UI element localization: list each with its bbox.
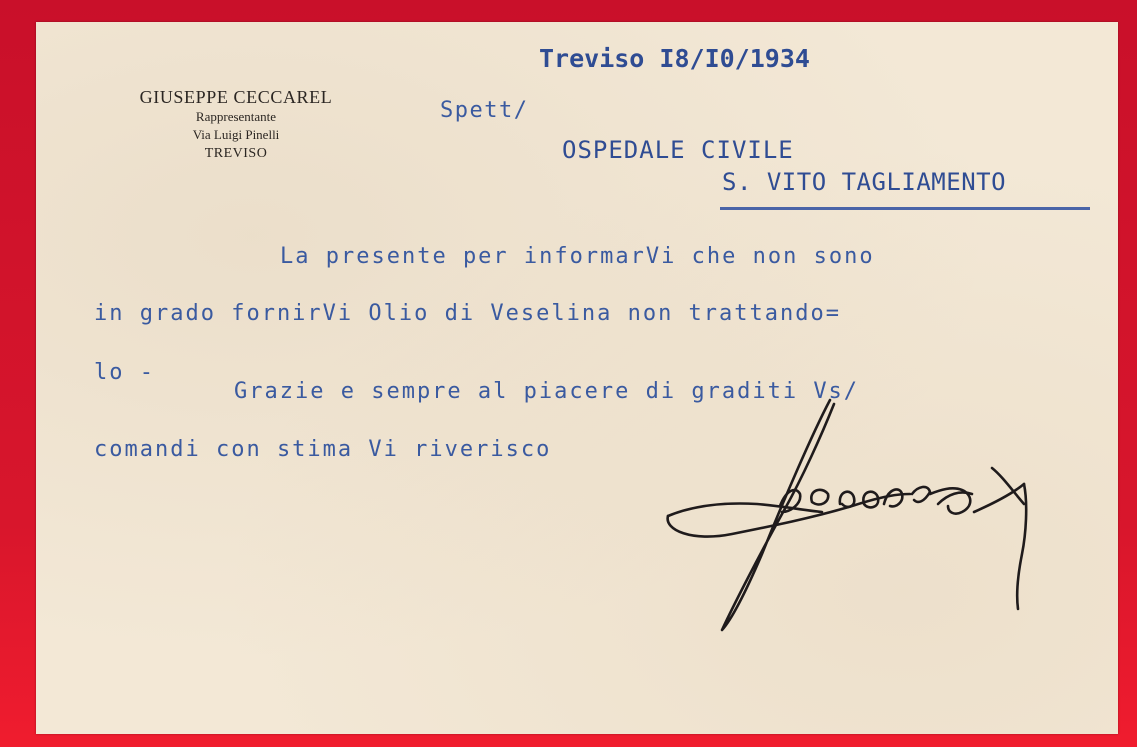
body-line-5: comandi con stima Vi riverisco [94,437,552,462]
date-line: Treviso I8/I0/1934 [539,44,810,73]
letterhead [104,86,368,164]
body-line-1: La presente per informarVi che non sono [280,244,875,269]
recipient-line-2: S. VITO TAGLIAMENTO [722,168,1007,196]
postcard [36,22,1118,734]
letterhead-name: GIUSEPPE CECCAREL [139,87,333,107]
recipient-line-1: OSPEDALE CIVILE [562,136,794,164]
body-line-3: lo - [94,360,155,385]
salutation: Spett/ [440,98,529,123]
body-line-4: Grazie e sempre al piacere di graditi Vs/ [234,379,860,404]
recipient-underline [720,207,1090,210]
letterhead-street: Via Luigi Pinelli [192,127,280,142]
body-line-2: in grado fornirVi Olio di Veselina non trattando= [94,301,842,326]
letterhead-role: Rappresentante [195,109,277,124]
letterhead-city: TREVISO [204,146,268,161]
handwritten-signature [662,394,1042,634]
